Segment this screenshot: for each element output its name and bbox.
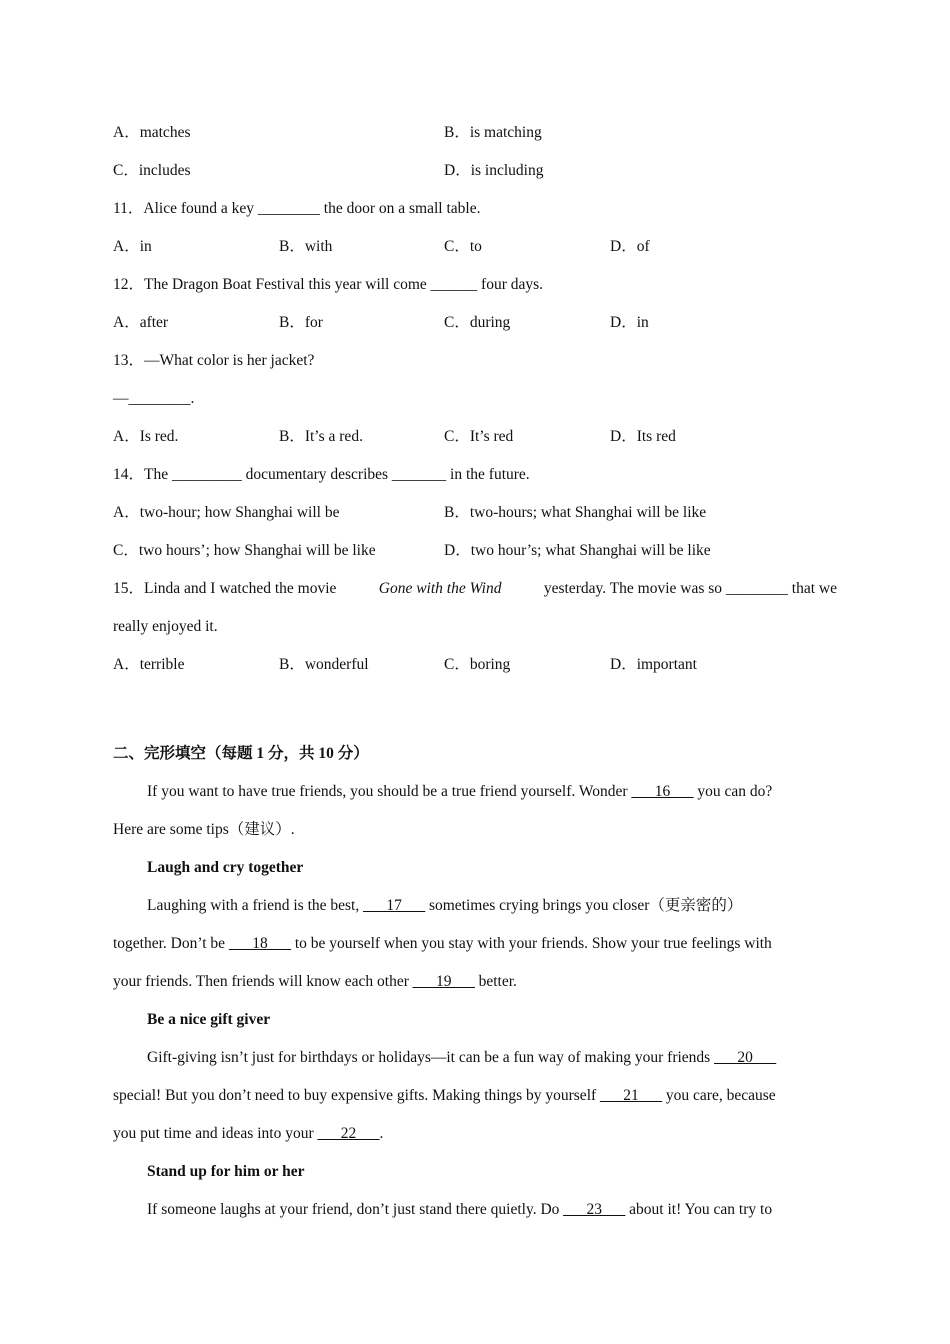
para4-line1	[147, 1202, 772, 1218]
q15-option-a: A．terrible	[113, 656, 185, 673]
q14-option-d: D．two hour’s; what Shanghai will be like	[444, 542, 711, 559]
blank-17: ___17___	[363, 897, 426, 914]
q10-option-c: C．includes	[113, 162, 191, 179]
para2-text-a: Laughing with a friend is the best,	[147, 897, 364, 914]
q13-option-b: B．It’s a red.	[279, 428, 363, 445]
q15-option-d: D．important	[610, 656, 697, 673]
q11-option-d: D．of	[610, 238, 650, 255]
q15-movie-title: Gone with the Wind	[378, 580, 502, 597]
para1-text-b: you can do?	[693, 783, 773, 800]
para3-line1	[147, 1050, 776, 1066]
para3-l3-text-a: you put time and ideas into your	[113, 1125, 318, 1142]
q12-stem: 12．The Dragon Boat Festival this year will come ______ four days.	[113, 276, 544, 293]
blank-20: ___20___	[714, 1049, 777, 1066]
blank-16: ___16___	[631, 783, 694, 800]
para2-text-b: sometimes crying brings you closer（更亲密的）	[425, 897, 743, 914]
blank-19: ___19___	[412, 973, 475, 990]
blank-22: ___22___	[317, 1125, 380, 1142]
q14-option-c: C．two hours’; how Shanghai will be like	[113, 542, 376, 559]
q13-answer-line: —________.	[113, 390, 195, 407]
para3-l2-text-b: you care, because	[662, 1087, 776, 1104]
subheading-gift: Be a nice gift giver	[147, 1011, 271, 1028]
q14-option-a: A．two-hour; how Shanghai will be	[113, 504, 340, 521]
q14-option-b: B．two-hours; what Shanghai will be like	[444, 504, 707, 521]
para1-text-a: If you want to have true friends, you should be a true friend yourself. Wonder	[147, 783, 632, 800]
para2-line1	[147, 898, 742, 914]
para3-l3-text-b: .	[379, 1125, 384, 1142]
q10-option-a: A．matches	[113, 124, 191, 141]
q12-option-c: C．during	[444, 314, 511, 331]
q14-stem: 14．The _________ documentary describes _______ in the future.	[113, 466, 530, 483]
para4-text-b: about it! You can try to	[625, 1201, 773, 1218]
para3-line2	[113, 1088, 776, 1104]
q11-stem: 11．Alice found a key ________ the door on a small table.	[113, 200, 481, 217]
para2-line3	[113, 974, 517, 990]
para2-l2-text-a: together. Don’t be	[113, 935, 229, 952]
q15-stem-post: yesterday. The movie was so ________ that we	[539, 580, 837, 597]
q15-option-c: C．boring	[444, 656, 511, 673]
subheading-laugh: Laugh and cry together	[147, 859, 304, 876]
para2-l3-text-a: your friends. Then friends will know each other	[113, 973, 413, 990]
blank-18: ___18___	[228, 935, 291, 952]
q11-option-b: B．with	[279, 238, 333, 255]
q10-option-d: D．is including	[444, 162, 544, 179]
q10-option-b: B．is matching	[444, 124, 542, 141]
para1-line2: Here are some tips（建议）.	[113, 821, 295, 838]
section2-heading: 二、完形填空（每题 1 分，共 10 分）	[113, 745, 369, 762]
q12-option-d: D．in	[610, 314, 649, 331]
q12-option-b: B．for	[279, 314, 323, 331]
para2-l3-text-b: better.	[474, 973, 517, 990]
para3-text-a: Gift-giving isn’t just for birthdays or holidays—it can be a fun way of making your friends	[147, 1049, 715, 1066]
q12-option-a: A．after	[113, 314, 169, 331]
q11-option-c: C．to	[444, 238, 482, 255]
q13-option-a: A．Is red.	[113, 428, 179, 445]
q15-option-b: B．wonderful	[279, 656, 369, 673]
para1-line1	[147, 784, 772, 800]
q15-stem-pre: 15．Linda and I watched the movie	[113, 580, 341, 597]
para3-l2-text-a: special! But you don’t need to buy expensive gifts. Making things by yourself	[113, 1087, 601, 1104]
q11-option-a: A．in	[113, 238, 152, 255]
q13-option-d: D．Its red	[610, 428, 676, 445]
q13-stem: 13．—What color is her jacket?	[113, 352, 315, 369]
blank-21: ___21___	[600, 1087, 663, 1104]
para2-l2-text-b: to be yourself when you stay with your friends. Show your true feelings with	[290, 935, 772, 952]
subheading-stand-up: Stand up for him or her	[147, 1163, 305, 1180]
q15-stem	[113, 581, 837, 597]
q13-option-c: C．It’s red	[444, 428, 514, 445]
para2-line2	[113, 936, 772, 952]
blank-23: ___23___	[563, 1201, 626, 1218]
q15-stem-line2: really enjoyed it.	[113, 618, 218, 635]
para4-text-a: If someone laughs at your friend, don’t just stand there quietly. Do	[147, 1201, 564, 1218]
para3-line3	[113, 1126, 383, 1142]
